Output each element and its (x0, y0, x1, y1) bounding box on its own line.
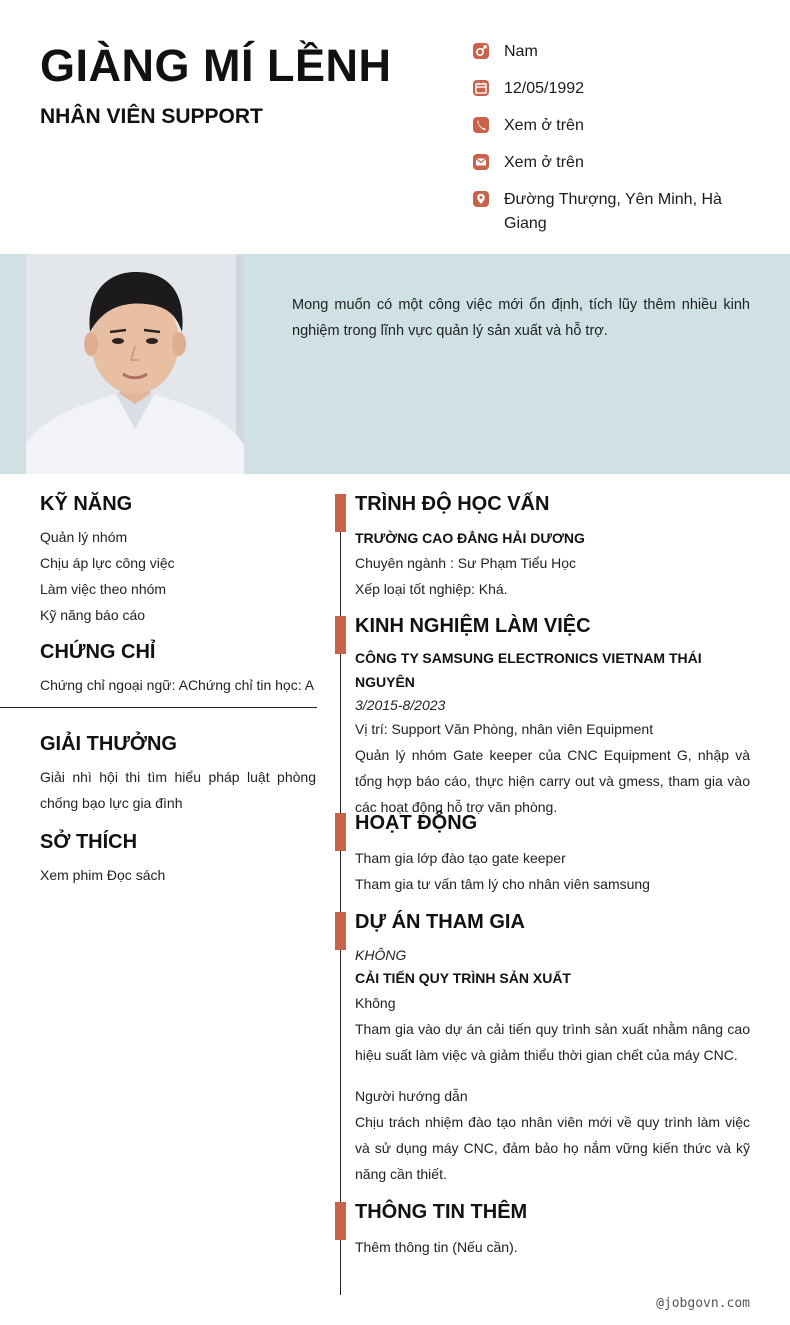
footer-watermark: @jobgovn.com (656, 1296, 750, 1311)
candidate-name: GIÀNG MÍ LỀNH (40, 40, 392, 91)
contact-address (472, 188, 762, 236)
skill-item: Chịu áp lực công việc (40, 555, 175, 571)
timeline-line (340, 494, 341, 1295)
project-description: Tham gia vào dự án cải tiến quy trình sản xuất nhằm nâng cao hiệu suất làm việc và giảm thiểu thời gian chết của máy CNC. (355, 1021, 750, 1063)
hobbies-heading: SỞ THÍCH (40, 831, 138, 853)
education-grade: Xếp loại tốt nghiệp: Khá. (355, 581, 508, 597)
contact-info (472, 40, 762, 249)
contact-email (472, 151, 762, 175)
gender-text: Nam (504, 43, 538, 60)
activity-item: Tham gia lớp đào tạo gate keeper (355, 850, 566, 866)
school-name: TRƯỜNG CAO ĐẲNG HẢI DƯƠNG (355, 530, 585, 546)
activities-heading: HOẠT ĐỘNG (355, 812, 478, 834)
left-column (40, 490, 316, 888)
extra-info-section (355, 1198, 750, 1260)
projects-heading: DỰ ÁN THAM GIA (355, 911, 525, 933)
project-role-description: Chịu trách nhiệm đào tạo nhân viên mới về quy trình làm việc và sử dụng máy CNC, đảm bảo họ nắm vững kiến thức và kỹ năng cần thiết. (355, 1114, 750, 1182)
skill-item: Kỹ năng báo cáo (40, 607, 146, 623)
activity-item: Tham gia tư vấn tâm lý cho nhân viên samsung (355, 876, 650, 892)
work-period: 3/2015-8/2023 (355, 697, 446, 713)
awards-heading: GIẢI THƯỞNG (40, 733, 177, 755)
certificates-text: Chứng chỉ ngoại ngữ: AChứng chỉ tin học: A (40, 677, 315, 693)
email-text: Xem ở trên (504, 154, 584, 171)
project-role: Người hướng dẫn (355, 1088, 468, 1104)
section-marker (335, 912, 346, 950)
section-marker (335, 494, 346, 532)
skill-item: Làm việc theo nhóm (40, 581, 167, 597)
contact-phone (472, 114, 762, 138)
calendar-icon (472, 79, 490, 97)
company-name: CÔNG TY SAMSUNG ELECTRONICS VIETNAM THÁI NGUYÊN (355, 650, 702, 690)
contact-gender (472, 40, 762, 64)
location-pin-icon (472, 190, 490, 208)
education-heading: TRÌNH ĐỘ HỌC VẤN (355, 493, 550, 515)
project-name: CẢI TIẾN QUY TRÌNH SẢN XUẤT (355, 970, 571, 986)
experience-section (355, 612, 750, 820)
section-marker (335, 616, 346, 654)
career-objective: Mong muốn có một công việc mới ổn định, tích lũy thêm nhiều kinh nghiệm trong lĩnh vực quản lý sản xuất và hỗ trợ. (292, 297, 750, 339)
job-title: NHÂN VIÊN SUPPORT (40, 105, 263, 128)
awards-text: Giải nhì hội thi tìm hiểu pháp luật phòng chống bạo lực gia đình (40, 769, 316, 811)
gender-icon (472, 42, 490, 60)
skill-item: Quản lý nhóm (40, 529, 128, 545)
portrait-image (26, 254, 244, 474)
extra-info-text: Thêm thông tin (Nếu cần). (355, 1239, 518, 1255)
projects-section (355, 908, 750, 1187)
project-client: Không (355, 995, 396, 1011)
address-text: Đường Thượng, Yên Minh, Hà Giang (504, 191, 722, 232)
skills-heading: KỸ NĂNG (40, 493, 133, 515)
left-divider (0, 707, 317, 708)
section-marker (335, 813, 346, 851)
contact-birthday (472, 77, 762, 101)
education-section (355, 490, 750, 602)
education-major: Chuyên ngành : Sư Phạm Tiểu Học (355, 555, 577, 571)
skills-list (40, 524, 316, 628)
experience-heading: KINH NGHIỆM LÀM VIỆC (355, 615, 591, 637)
certificates-heading: CHỨNG CHỈ (40, 641, 156, 663)
activities-section (355, 809, 750, 897)
hobbies-text: Xem phim Đọc sách (40, 867, 166, 883)
work-position: Vị trí: Support Văn Phòng, nhân viên Equipment (355, 721, 654, 737)
work-description: Quản lý nhóm Gate keeper của CNC Equipment G, nhập và tổng hợp báo cáo, thực hiện carry out và gmess, tham gia vào các hoạt động hỗ trợ văn phòng. (355, 747, 750, 815)
profile-photo (26, 254, 244, 474)
project-time: KHÔNG (355, 947, 407, 963)
birthday-text: 12/05/1992 (504, 80, 585, 97)
phone-text: Xem ở trên (504, 117, 584, 134)
phone-icon (472, 116, 490, 134)
email-icon (472, 153, 490, 171)
extra-info-heading: THÔNG TIN THÊM (355, 1201, 528, 1223)
section-marker (335, 1202, 346, 1240)
